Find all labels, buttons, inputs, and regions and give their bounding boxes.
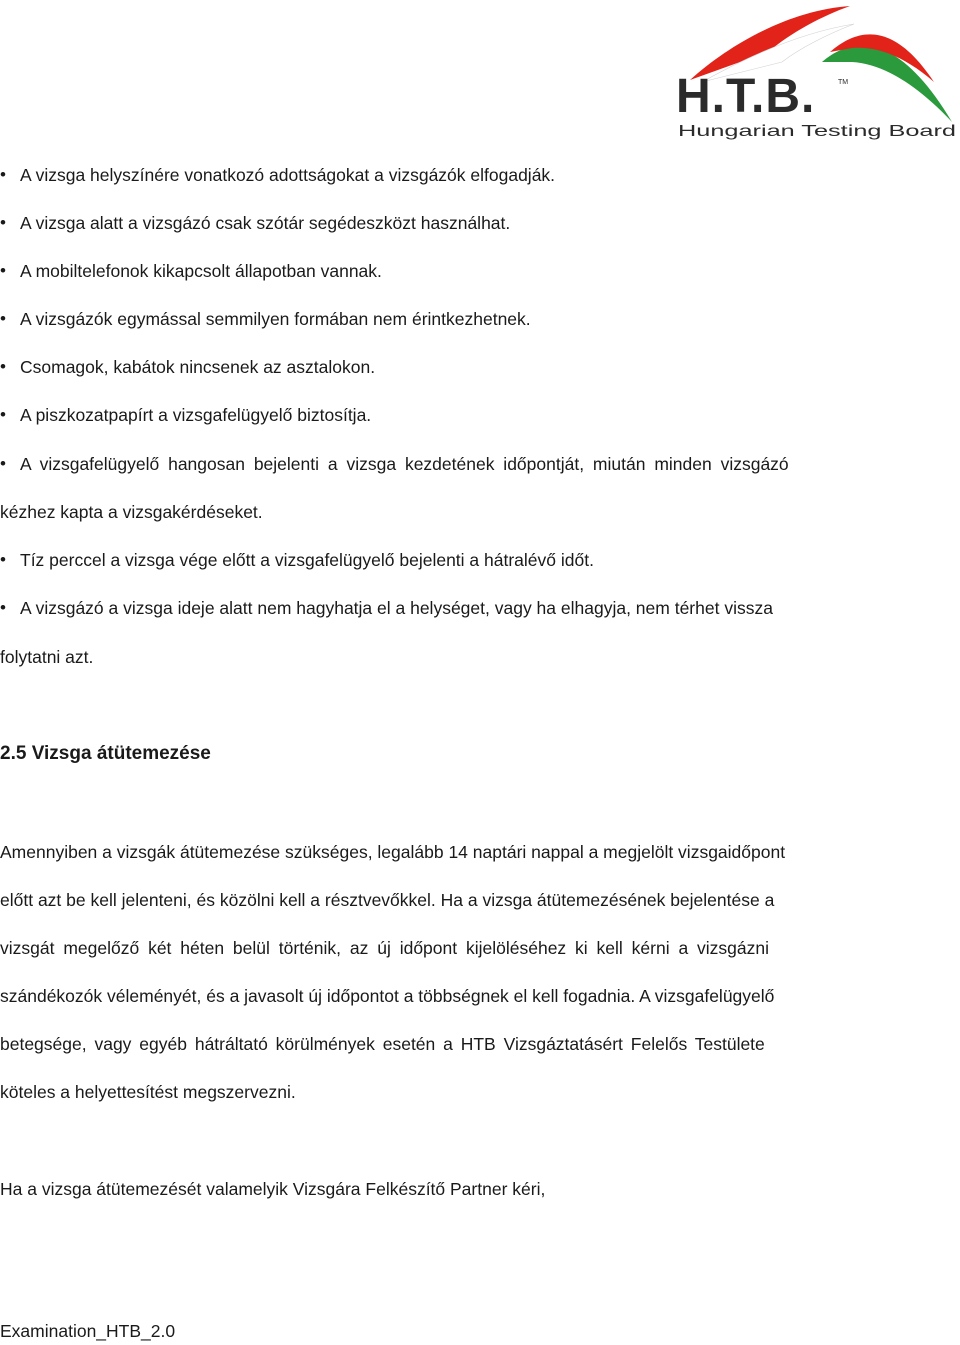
list-item: A vizsgafelügyelő hangosan bejelenti a vizsga kezdetének időpontját, miután minden vizsgázó: [20, 454, 789, 474]
paragraph-line: köteles a helyettesítést megszervezni.: [0, 1082, 296, 1102]
logo-subtitle: Hungarian Testing Board: [678, 123, 956, 140]
bullet-mark: •: [0, 405, 6, 424]
bullet-mark: •: [0, 261, 6, 280]
paragraph-line: Ha a vizsga átütemezését valamelyik Vizsgára Felkészítő Partner kéri,: [0, 1179, 546, 1199]
paragraph-line: betegsége, vagy egyéb hátráltató körülmények esetén a HTB Vizsgáztatásért Felelős Testülete: [0, 1034, 765, 1054]
list-item: A mobiltelefonok kikapcsolt állapotban vannak.: [20, 261, 382, 281]
logo-letters: H.T.B.: [676, 70, 816, 123]
htb-logo: [672, 2, 960, 142]
list-item: A vizsga alatt a vizsgázó csak szótár segédeszközt használhat.: [20, 213, 511, 233]
bullet-mark: •: [0, 165, 6, 184]
list-item: A vizsgázó a vizsga ideje alatt nem hagyhatja el a helységet, vagy ha elhagyja, nem térhet vissza: [20, 598, 773, 618]
htb-logo-graphic: [672, 2, 960, 142]
list-item: A vizsga helyszínére vonatkozó adottságokat a vizsgázók elfogadják.: [20, 165, 556, 185]
bullet-mark: •: [0, 309, 6, 328]
paragraph-line: vizsgát megelőző két héten belül történik, az új időpont kijelöléséhez ki kell kérni a vizsgázni: [0, 938, 770, 958]
list-item-continuation: folytatni azt.: [0, 647, 94, 667]
section-heading: 2.5 Vizsga átütemezése: [0, 743, 211, 764]
bullet-mark: •: [0, 550, 6, 569]
paragraph-line: előtt azt be kell jelenteni, és közölni kell a résztvevőkkel. Ha a vizsga átütemezésének bejelentése a: [0, 890, 775, 910]
list-item: Csomagok, kabátok nincsenek az asztalokon.: [20, 357, 376, 377]
bullet-mark: •: [0, 213, 6, 232]
list-item: A vizsgázók egymással semmilyen formában nem érintkezhetnek.: [20, 309, 531, 329]
bullet-mark: •: [0, 357, 6, 376]
list-item: A piszkozatpapírt a vizsgafelügyelő biztosítja.: [20, 405, 372, 425]
paragraph-line: Amennyiben a vizsgák átütemezése szükséges, legalább 14 naptári nappal a megjelölt vizsgaidőpont: [0, 842, 786, 862]
logo-red-swoosh: [690, 6, 850, 80]
logo-tm: TM: [838, 79, 849, 86]
list-item-continuation: kézhez kapta a vizsgakérdéseket.: [0, 502, 263, 522]
list-item: Tíz perccel a vizsga vége előtt a vizsgafelügyelő bejelenti a hátralévő időt.: [20, 550, 594, 570]
page-footer: Examination_HTB_2.0: [0, 1321, 176, 1341]
bullet-mark: •: [0, 454, 6, 473]
bullet-mark: •: [0, 598, 6, 617]
paragraph-line: szándékozók véleményét, és a javasolt új időpontot a többségnek el kell fogadnia. A vizsgafelügyelő: [0, 986, 775, 1006]
